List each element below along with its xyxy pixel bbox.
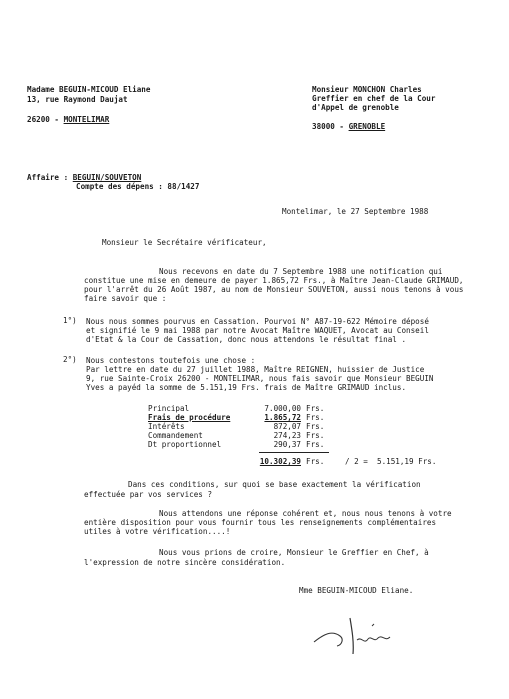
cost-amount: 872,07 <box>273 422 301 431</box>
handwritten-signature <box>310 612 420 657</box>
costs-total-unit: Frs. <box>306 457 325 466</box>
place-date: Montelimar, le 27 Septembre 1988 <box>282 207 429 216</box>
point-1-line: Nous nous sommes pourvus en Cassation. Pourvoi N° A87-19-622 Mémoire déposé <box>86 317 429 326</box>
cost-amount: 7.000,00 <box>264 404 301 413</box>
waiting-line: Nous attendons une réponse cohérent et, nous nous tenons à votre <box>159 509 452 518</box>
point-2-line: Nous contestons toutefois une chose : <box>86 356 256 365</box>
cost-unit: Frs. <box>306 431 325 440</box>
recipient-city: GRENOBLE <box>348 122 386 131</box>
closing-line: l'expression de notre sincère considération. <box>84 558 286 567</box>
intro-line: constitue une mise en demeure de payer 1.865,72 Frs., à Maître Jean-Claude GRIMAUD, <box>84 276 464 285</box>
costs-division: / 2 = 5.151,19 Frs. <box>345 457 437 466</box>
point-1-line: et signifié le 9 mai 1988 par notre Avocat Maître WAQUET, Avocat au Conseil <box>86 326 429 335</box>
intro-line: pour l'arrêt du 26 Août 1987, au nom de Monsieur SOUVETON, aussi nous tenons à vous <box>84 285 464 294</box>
sender-name: Madame BEGUIN-MICOUD Eliane <box>27 85 151 94</box>
closing-line: Nous vous prions de croire, Monsieur le Greffier en Chef, à <box>159 548 429 557</box>
signatory: Mme BEGUIN-MICOUD Eliane. <box>299 586 414 595</box>
cost-unit: Frs. <box>306 422 325 431</box>
point-1-marker: 1°) <box>63 316 77 325</box>
cost-amount: 1.865,72 <box>264 413 301 422</box>
point-1-line: d'Etat & la Cour de Cassation, donc nous attendons le résultat final . <box>86 335 407 344</box>
affaire-line <box>27 173 141 182</box>
cost-label: Intérêts <box>148 422 185 431</box>
affaire-account: Compte des dépens : 88/1427 <box>76 182 200 191</box>
intro-line: Nous recevons en date du 7 Septembre 1988 une notification qui <box>159 267 443 276</box>
cost-label: Principal <box>148 404 190 413</box>
recipient-role-2: d'Appel de grenoble <box>312 103 399 112</box>
cost-amount: 290,37 <box>273 440 301 449</box>
recipient-name: Monsieur MONCHON Charles <box>312 85 422 94</box>
point-2-line: Yves a payéd la somme de 5.151,19 Frs. frais de Maître GRIMAUD inclus. <box>86 383 407 392</box>
recipient-city-line: 38000 - GRENOBLE <box>312 122 386 131</box>
point-2-line: 9, rue Sainte-Croix 26200 - MONTELIMAR, nous fais savoir que Monsieur BEGUIN <box>86 374 434 383</box>
cost-label: Commandement <box>148 431 203 440</box>
point-2-marker: 2°) <box>63 355 77 364</box>
point-2-line: Par lettre en date du 27 juillet 1988, Maître REIGNEN, huissier de Justice <box>86 365 425 374</box>
cost-label: Dt proportionnel <box>148 440 222 449</box>
sender-street: 13, rue Raymond Daujat <box>27 95 128 104</box>
question-line: Dans ces conditions, sur quoi se base exactement la vérification <box>128 480 421 489</box>
cost-label: Frais de procédure <box>148 413 231 422</box>
cost-amount: 274,23 <box>273 431 301 440</box>
cost-unit: Frs. <box>306 440 325 449</box>
sender-city-line: 26200 - MONTELIMAR <box>27 115 110 124</box>
sum-rule <box>259 452 329 453</box>
sender-city: MONTELIMAR <box>63 115 110 124</box>
recipient-city-code: 38000 <box>312 122 335 131</box>
costs-total: 10.302,39 <box>259 457 301 466</box>
cost-unit: Frs. <box>306 413 325 422</box>
waiting-line: utiles à votre vérification....! <box>84 527 231 536</box>
cost-unit: Frs. <box>306 404 325 413</box>
sender-city-code: 26200 <box>27 115 50 124</box>
intro-line: faire savoir que : <box>84 294 167 303</box>
affaire-value: BEGUIN/SOUVETON <box>72 173 142 182</box>
waiting-line: entière disposition pour vous fournir tous les renseignements complémentaires <box>84 518 437 527</box>
affaire-label: Affaire : <box>27 173 69 182</box>
salutation: Monsieur le Secrétaire vérificateur, <box>102 238 267 247</box>
question-line: effectuée par vos services ? <box>84 490 213 499</box>
recipient-role-1: Greffier en chef de la Cour <box>312 94 436 103</box>
